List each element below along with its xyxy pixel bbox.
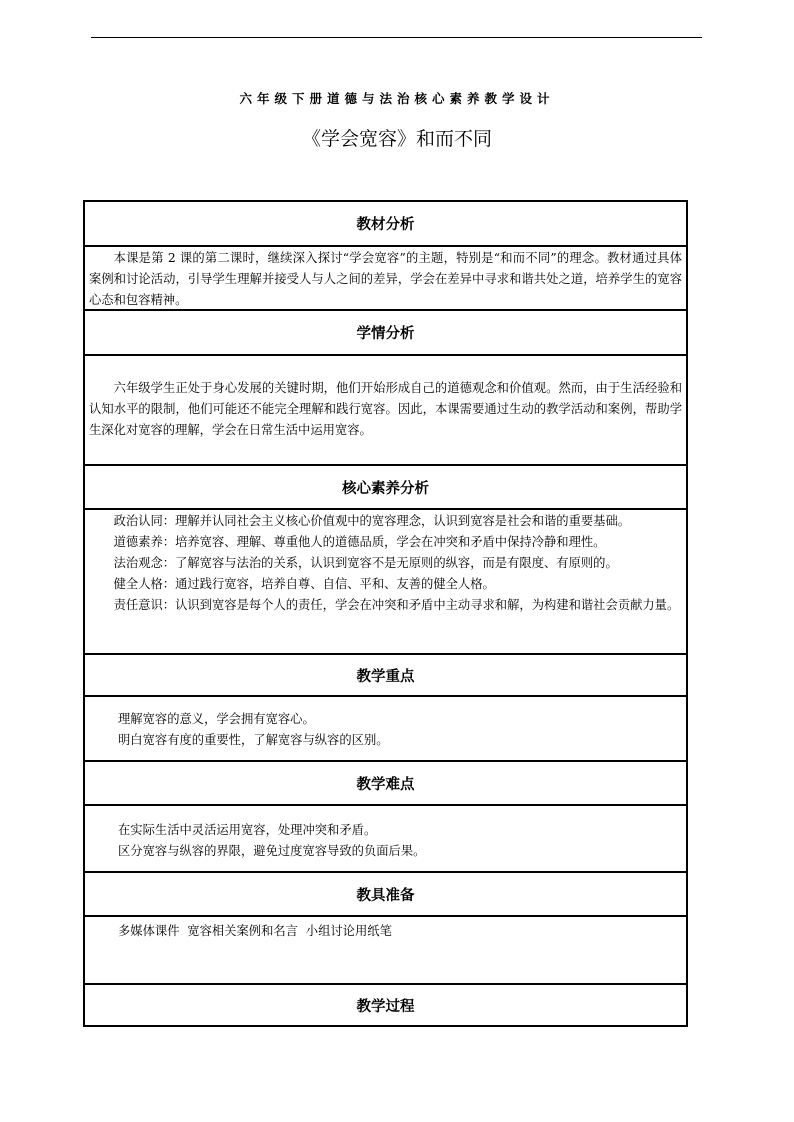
core-literacy-item: 政治认同：理解并认同社会主义核心价值观中的宽容理念，认识到宽容是社会和谐的重要基础。	[113, 514, 631, 528]
difficulty-item: 区分宽容与纵容的界限，避免过度宽容导致的负面后果。	[118, 844, 426, 858]
difficulty-item: 在实际生活中灵活运用宽容，处理冲突和矛盾。	[118, 823, 377, 837]
materials-text: 本课是第 2 课的第二课时，继续深入探讨“学会宽容”的主题，特别是“和而不同”的理念。教材通过具体案例和讨论活动，引导学生理解并接受人与人之间的差异，学会在差异中寻求和谐共处之道，培养学生的宽容心态和包容精神。	[89, 251, 682, 307]
key-points-heading: 教学重点	[85, 655, 686, 697]
core-literacy-item: 责任意识：认识到宽容是每个人的责任，学会在冲突和矛盾中主动寻求和解，为构建和谐社会贡献力量。	[113, 598, 680, 612]
core-literacy-cell	[85, 510, 686, 655]
key-point-item: 明白宽容有度的重要性，了解宽容与纵容的区别。	[118, 733, 389, 747]
core-literacy-item: 法治观念：了解宽容与法治的关系，认识到宽容不是无原则的纵容，而是有限度、有原则的。	[113, 556, 618, 570]
tools-text: 多媒体课件 宽容相关案例和名言 小组讨论用纸笔	[118, 924, 392, 938]
lesson-plan-table	[83, 200, 688, 1027]
difficulties-cell	[85, 806, 686, 873]
process-heading: 教学过程	[356, 998, 415, 1015]
core-literacy-heading: 核心素养分析	[85, 466, 686, 510]
document-header: 六年级下册道德与法治核心素养教学设计	[239, 91, 555, 106]
tools-heading: 教具准备	[85, 873, 686, 917]
materials-heading: 教材分析	[85, 202, 686, 247]
tools-cell	[85, 917, 686, 985]
core-literacy-item: 道德素养：培养宽容、理解、尊重他人的道德品质，学会在冲突和矛盾中保持冷静和理性。	[113, 535, 606, 549]
students-cell	[85, 356, 686, 466]
core-literacy-item: 健全人格：通过践行宽容，培养自尊、自信、平和、友善的健全人格。	[113, 577, 495, 591]
difficulties-heading: 教学难点	[85, 762, 686, 806]
key-points-cell	[85, 697, 686, 762]
document-title: 《学会宽容》和而不同	[301, 128, 492, 150]
top-rule	[91, 37, 702, 38]
students-heading: 学情分析	[85, 311, 686, 356]
materials-cell	[85, 247, 686, 311]
students-text: 六年级学生正处于身心发展的关键时期，他们开始形成自己的道德观念和价值观。然而，由于生活经验和认知水平的限制，他们可能还不能完全理解和践行宽容。因此，本课需要通过生动的教学活动和案例，帮助学生深化对宽容的理解，学会在日常生活中运用宽容。	[89, 381, 682, 437]
key-point-item: 理解宽容的意义，学会拥有宽容心。	[118, 712, 315, 726]
